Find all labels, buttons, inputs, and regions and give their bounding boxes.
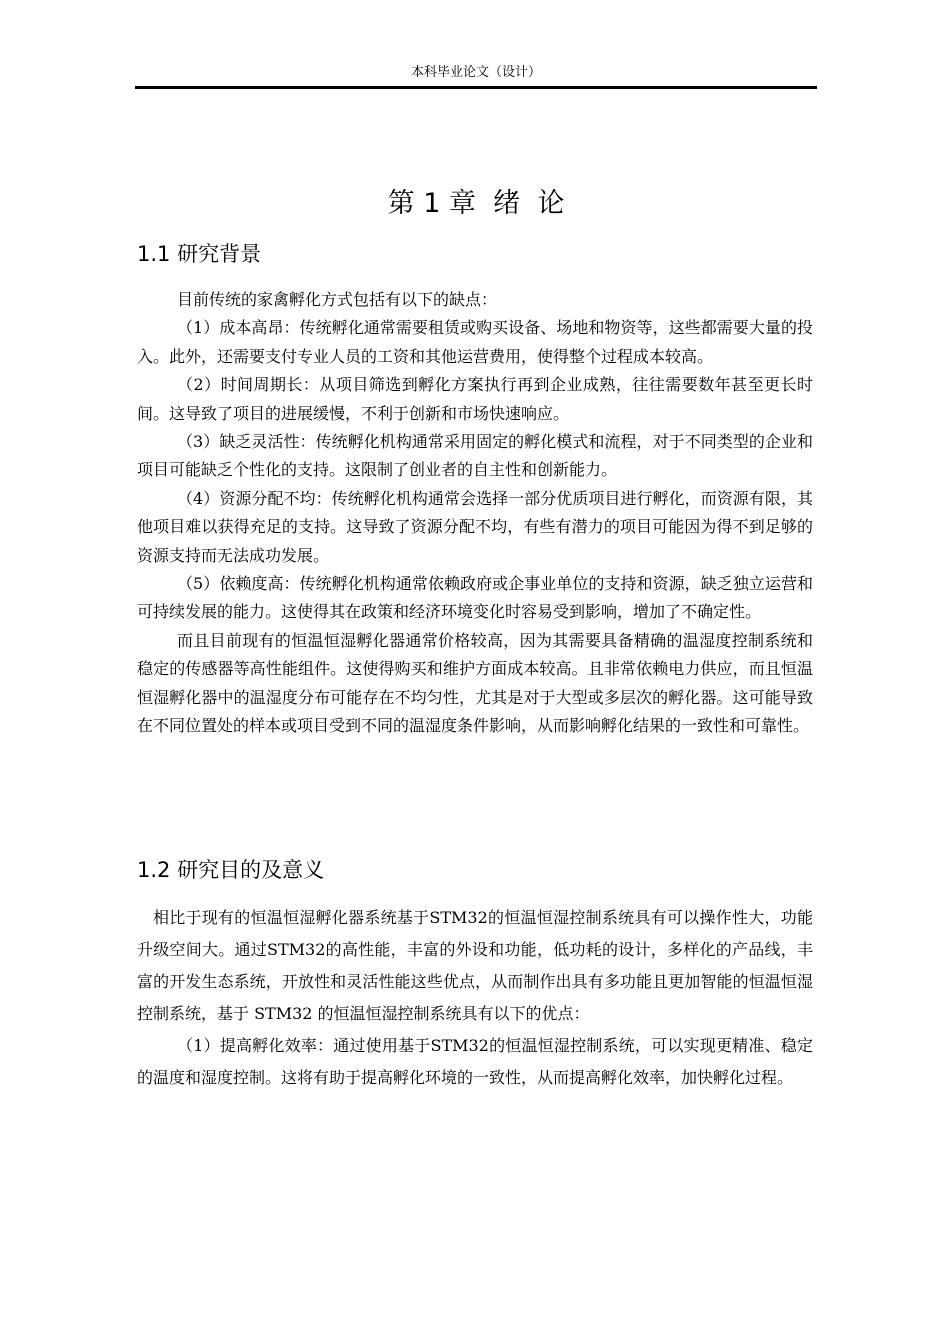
paragraph: （4）资源分配不均：传统孵化机构通常会选择一部分优质项目进行孵化，而资源有限，其他项目难以获得充足的支持。这导致了资源分配不均，有些有潜力的项目可能因为得不到足够的资源支持而无法成功发展。 bbox=[137, 488, 813, 565]
section-1-1-body bbox=[137, 286, 813, 741]
paragraph: （3）缺乏灵活性：传统孵化机构通常采用固定的孵化模式和流程，对于不同类型的企业和项目可能缺乏个性化的支持。这限制了创业者的自主性和创新能力。 bbox=[137, 432, 813, 480]
section-1-2-body bbox=[137, 902, 813, 1094]
paragraph: （2）时间周期长：从项目筛选到孵化方案执行再到企业成熟，往往需要数年甚至更长时间。这导致了项目的进展缓慢，不利于创新和市场快速响应。 bbox=[137, 375, 813, 423]
section-heading-1-1: 1.1 研究背景 bbox=[137, 242, 262, 266]
paragraph: （1）成本高昂：传统孵化通常需要租赁或购买设备、场地和物资等，这些都需要大量的投入。此外，还需要支付专业人员的工资和其他运营费用，使得整个过程成本较高。 bbox=[137, 318, 813, 366]
chapter-title: 第 1 章 绪 论 bbox=[387, 188, 565, 219]
paragraph: 而且目前现有的恒温恒湿孵化器通常价格较高，因为其需要具备精确的温湿度控制系统和稳定的传感器等高性能组件。这使得购买和维护方面成本较高。且非常依赖电力供应，而且恒温恒湿孵化器中的温湿度分布可能存在不均匀性，尤其是对于大型或多层次的孵化器。这可能导致在不同位置处的样本或项目受到不同的温湿度条件影响，从而影响孵化结果的一致性和可靠性。 bbox=[137, 630, 813, 736]
paragraph: 目前传统的家禽孵化方式包括有以下的缺点： bbox=[177, 290, 498, 309]
paragraph: （1）提高孵化效率：通过使用基于STM32的恒温恒湿控制系统，可以实现更精准、稳定的温度和湿度控制。这将有助于提高孵化环境的一致性，从而提高孵化效率，加快孵化过程。 bbox=[137, 1036, 813, 1087]
section-heading-1-2: 1.2 研究目的及意义 bbox=[137, 858, 325, 882]
paragraph: （5）依赖度高：传统孵化机构通常依赖政府或企事业单位的支持和资源，缺乏独立运营和可持续发展的能力。这使得其在政策和经济环境变化时容易受到影响，增加了不确定性。 bbox=[137, 574, 813, 622]
header-rule bbox=[135, 86, 817, 89]
page-header: 本科毕业论文（设计） bbox=[410, 65, 541, 80]
paragraph: 相比于现有的恒温恒湿孵化器系统基于STM32的恒温恒湿控制系统具有可以操作性大，功能升级空间大。通过STM32的高性能，丰富的外设和功能，低功耗的设计，多样化的产品线，丰富的开发生态系统，开放性和灵活性能这些优点，从而制作出具有多功能且更加智能的恒温恒湿控制系统，基于 STM32 的恒温恒湿控制系统具有以下的优点： bbox=[137, 908, 813, 1023]
